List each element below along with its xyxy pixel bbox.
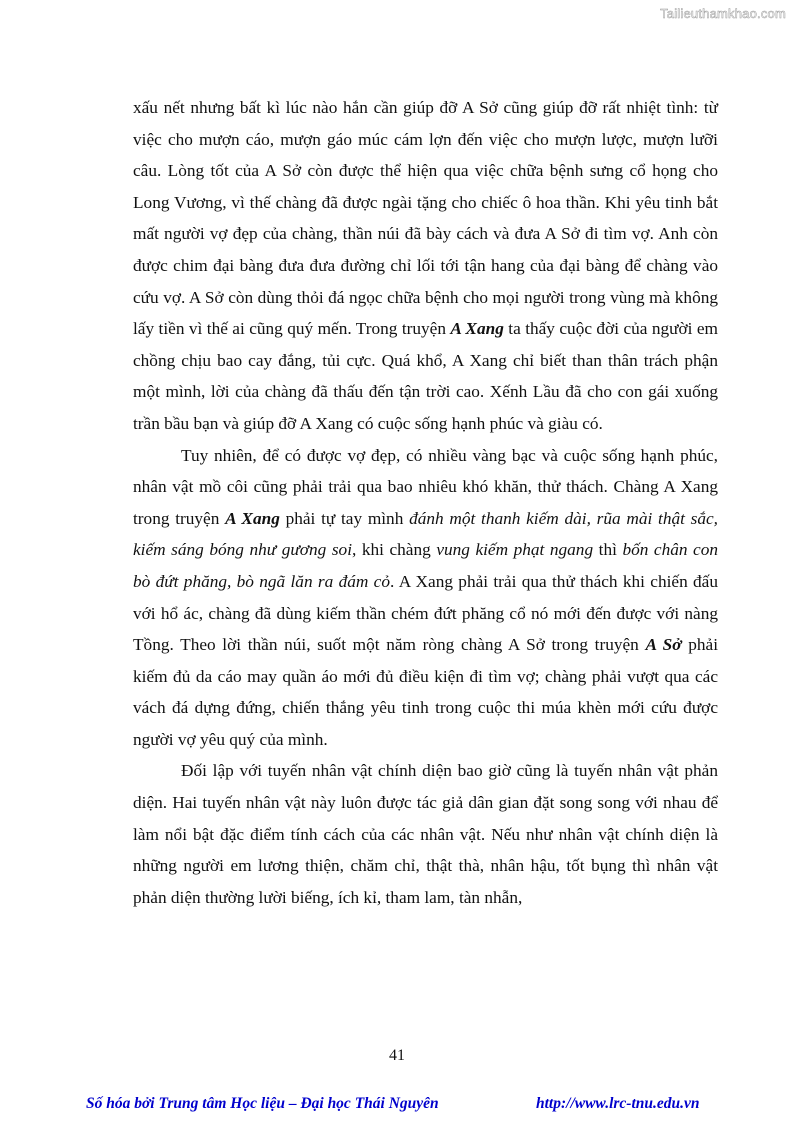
document-body (133, 92, 718, 913)
text-run: ta thấy cuộc đời của người em chồng chịu bao cay đắng, tủi cực. Quá khổ, A Xang chỉ biết than thân trách phận một mình, lời của chàng đã thấu đến tận trời cao. Xếnh Lầu đã cho con gái xuống trần bầu bạn và giúp đỡ A Xang có cuộc sống hạnh phúc và giàu có. (133, 319, 718, 433)
story-title: A Xang (225, 508, 280, 528)
text-run: , khi chàng (352, 540, 437, 560)
text-run: phải tự tay mình (279, 508, 410, 528)
paragraph-1 (133, 92, 718, 440)
text-run: thì (593, 540, 623, 560)
footer-link[interactable]: http://www.lrc-tnu.edu.vn (536, 1095, 700, 1112)
story-title: A Xang (450, 319, 504, 339)
quote-italic: bốn chân con bò đứt phăng, bò ngã lăn ra đám cỏ (133, 540, 718, 591)
story-title: A Sở (645, 635, 682, 655)
watermark: Tailieuthamkhao.com (660, 6, 786, 21)
text-run: Đối lập với tuyến nhân vật chính diện bao giờ cũng là tuyến nhân vật phản diện. Hai tuyến nhân vật này luôn được tác giả dân gian đặt song song với nhau để làm nổi bật đặc điểm tính cách của các nhân vật. Nếu như nhân vật chính diện là những người em lương thiện, chăm chỉ, thật thà, nhân hậu, tốt bụng thì nhân vật phản diện thường lười biếng, ích kỉ, tham lam, tàn nhẫn, (133, 761, 718, 907)
paragraph-3 (133, 755, 718, 913)
quote-italic: vung kiếm phạt ngang (436, 540, 594, 560)
quote-italic: đánh một thanh kiếm dài, rũa mài thật sắc, kiếm sáng bóng như gương soi (133, 508, 718, 560)
page-number: 41 (389, 1047, 405, 1064)
text-run: xấu nết nhưng bất kì lúc nào hắn cần giúp đỡ A Sở cũng giúp đỡ rất nhiệt tình: từ việc cho mượn cáo, mượn gáo múc cám lợn đến việc cho mượn lược, mượn lưỡi câu. Lòng tốt của A Sở còn được thể hiện qua việc chữa bệnh sưng cổ họng cho Long Vương, vì thế chàng đã được ngài tặng cho chiếc ô hoa thần. Khi yêu tinh bắt mất người vợ đẹp của chàng, thần núi đã bày cách và đưa A Sở đi tìm vợ. Anh còn được chim đại bàng đưa đưa đường chỉ lối tới tận hang của đại bàng để chàng vào cứu vợ. A Sở còn dùng thỏi đá ngọc chữa bệnh cho mọi người trong vùng mà không lấy tiền vì thế ai cũng quý mến. Trong truyện (133, 98, 718, 339)
footer-credit: Số hóa bởi Trung tâm Học liệu – Đại học Thái Nguyên (86, 1095, 439, 1112)
text-run: phải kiếm đủ da cáo may quần áo mới đủ điều kiện đi tìm vợ; chàng phải vượt qua các vách đá dựng đứng, chiến thắng yêu tinh trong cuộc thi múa khèn mới cứu được người vợ yêu quý của mình. (133, 635, 718, 749)
paragraph-2 (133, 440, 718, 756)
text-run: Tuy nhiên, để có được vợ đẹp, có nhiều vàng bạc và cuộc sống hạnh phúc, nhân vật mồ côi cũng phải trải qua bao nhiêu khó khăn, thử thách. Chàng A Xang trong truyện (133, 445, 718, 528)
text-run: . A Xang phải trải qua thử thách khi chiến đấu với hổ ác, chàng đã dùng kiếm thần chém đứt phăng cổ nó mới đến được với nàng Tồng. Theo lời thần núi, suốt một năm ròng chàng A Sở trong truyện (133, 571, 718, 655)
